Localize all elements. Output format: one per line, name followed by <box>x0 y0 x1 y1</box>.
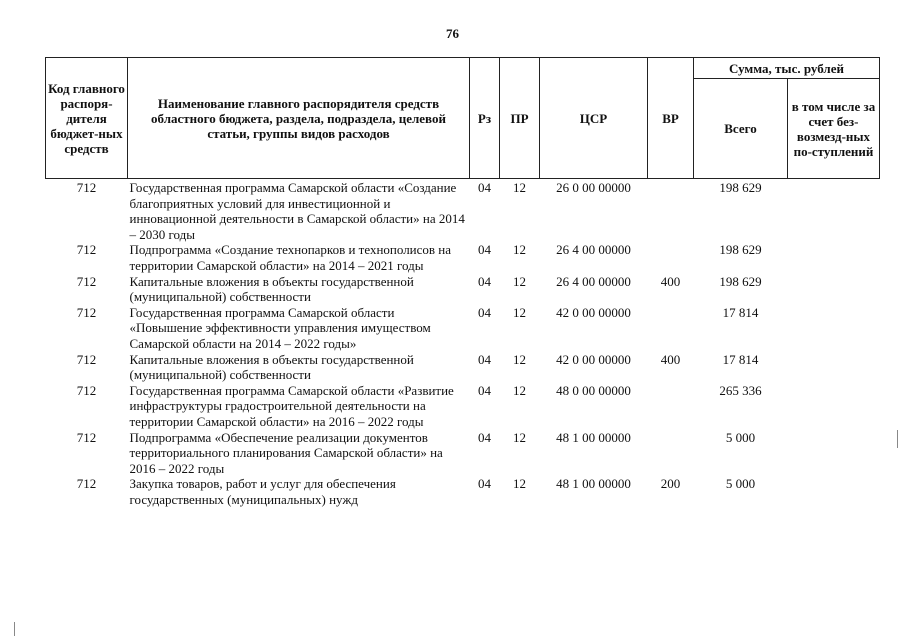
cell-pr: 12 <box>513 382 526 398</box>
cell-vr: 400 <box>660 351 681 367</box>
cell-free <box>788 476 880 507</box>
header-total: Всего <box>694 79 788 179</box>
header-free: в том числе за счет без-возмезд-ных по-ступлений <box>788 79 880 179</box>
cell-pr: 12 <box>513 242 526 258</box>
cell-pr: 12 <box>513 429 526 445</box>
cell-name: Подпрограмма «Создание технопарков и технополисов на территории Самарской области» на 2014 – 2021 годы <box>129 242 452 273</box>
header-name: Наименование главного распорядителя средств областного бюджета, раздела, подраздела, целевой статьи, группы видов расходов <box>128 58 470 179</box>
page-number: 76 <box>446 26 459 41</box>
cell-code: 712 <box>76 351 97 367</box>
cell-free <box>788 274 880 305</box>
cell-name: Государственная программа Самарской области «Создание благоприятных условий для инвестиционной и инновационной деятельности в Самарской области» на 2014 – 2030 годы <box>129 180 465 242</box>
cell-csr: 26 4 00 00000 <box>556 273 631 289</box>
cell-code: 712 <box>76 382 97 398</box>
cell-csr: 48 1 00 00000 <box>556 476 631 492</box>
table-row <box>46 305 880 352</box>
table-row <box>46 352 880 383</box>
cell-free <box>788 383 880 430</box>
cell-csr: 48 1 00 00000 <box>556 429 631 445</box>
cell-rz: 04 <box>478 429 491 445</box>
cell-total: 5 000 <box>725 476 756 492</box>
cell-rz: 04 <box>478 180 491 195</box>
cell-rz: 04 <box>478 382 491 398</box>
cell-vr <box>648 430 694 477</box>
cell-rz: 04 <box>478 304 491 320</box>
cell-code: 712 <box>76 476 97 492</box>
cell-vr <box>648 383 694 430</box>
table-row <box>46 179 880 243</box>
table-row <box>46 430 880 477</box>
cell-csr: 42 0 00 00000 <box>556 351 631 367</box>
cell-name: Государственная программа Самарской области «Развитие инфраструктуры градостроительной деятельности на территории Самарской области» на 2016 – 2022 годы <box>129 382 454 429</box>
cell-rz: 04 <box>478 242 491 258</box>
cell-rz: 04 <box>478 273 491 289</box>
cell-total: 198 629 <box>719 180 762 195</box>
table-row <box>46 242 880 273</box>
table-row <box>46 476 880 507</box>
budget-table <box>45 57 880 507</box>
header-code: Код главного распоря-дителя бюджет-ных средств <box>46 58 128 179</box>
cell-code: 712 <box>76 304 97 320</box>
cell-code: 712 <box>76 180 97 195</box>
header-sum: Сумма, тыс. рублей <box>694 58 880 79</box>
cell-code: 712 <box>76 273 97 289</box>
cell-vr <box>648 305 694 352</box>
cell-total: 17 814 <box>722 304 759 320</box>
cell-total: 198 629 <box>719 273 762 289</box>
cell-total: 5 000 <box>725 429 756 445</box>
cell-free <box>788 430 880 477</box>
cell-csr: 26 0 00 00000 <box>556 180 631 195</box>
cell-rz: 04 <box>478 476 491 492</box>
table-row <box>46 383 880 430</box>
table-row <box>46 274 880 305</box>
cell-csr: 26 4 00 00000 <box>556 242 631 258</box>
cell-name: Капитальные вложения в объекты государственной (муниципальной) собственности <box>129 351 414 383</box>
cell-pr: 12 <box>513 180 526 195</box>
cell-vr <box>648 242 694 273</box>
header-rz: Рз <box>470 58 500 179</box>
cell-vr: 200 <box>660 476 681 492</box>
cell-name: Подпрограмма «Обеспечение реализации документов территориального планирования Самарской области» на 2016 – 2022 годы <box>129 429 443 476</box>
cell-pr: 12 <box>513 476 526 492</box>
header-vr: ВР <box>648 58 694 179</box>
cell-csr: 42 0 00 00000 <box>556 304 631 320</box>
cell-csr: 48 0 00 00000 <box>556 382 631 398</box>
cell-total: 198 629 <box>719 242 762 258</box>
cell-name: Закупка товаров, работ и услуг для обеспечения государственных (муниципальных) нужд <box>129 476 396 507</box>
cell-free <box>788 305 880 352</box>
header-csr: ЦСР <box>540 58 648 179</box>
cell-name: Государственная программа Самарской области «Повышение эффективности управления имуществом Самарской области на 2014 – 2022 годы» <box>129 304 431 351</box>
scan-edge-mark <box>14 622 15 636</box>
cell-pr: 12 <box>513 304 526 320</box>
cell-rz: 04 <box>478 351 491 367</box>
cell-total: 265 336 <box>719 382 762 398</box>
cell-pr: 12 <box>513 273 526 289</box>
cell-vr <box>648 179 694 243</box>
cell-code: 712 <box>76 429 97 445</box>
cell-pr: 12 <box>513 351 526 367</box>
cell-vr: 400 <box>660 273 681 289</box>
cell-code: 712 <box>76 242 97 258</box>
scan-edge-mark <box>897 430 898 448</box>
header-pr: ПР <box>500 58 540 179</box>
cell-free <box>788 179 880 243</box>
cell-free <box>788 242 880 273</box>
cell-free <box>788 352 880 383</box>
cell-name: Капитальные вложения в объекты государственной (муниципальной) собственности <box>129 273 414 305</box>
cell-total: 17 814 <box>722 351 759 367</box>
